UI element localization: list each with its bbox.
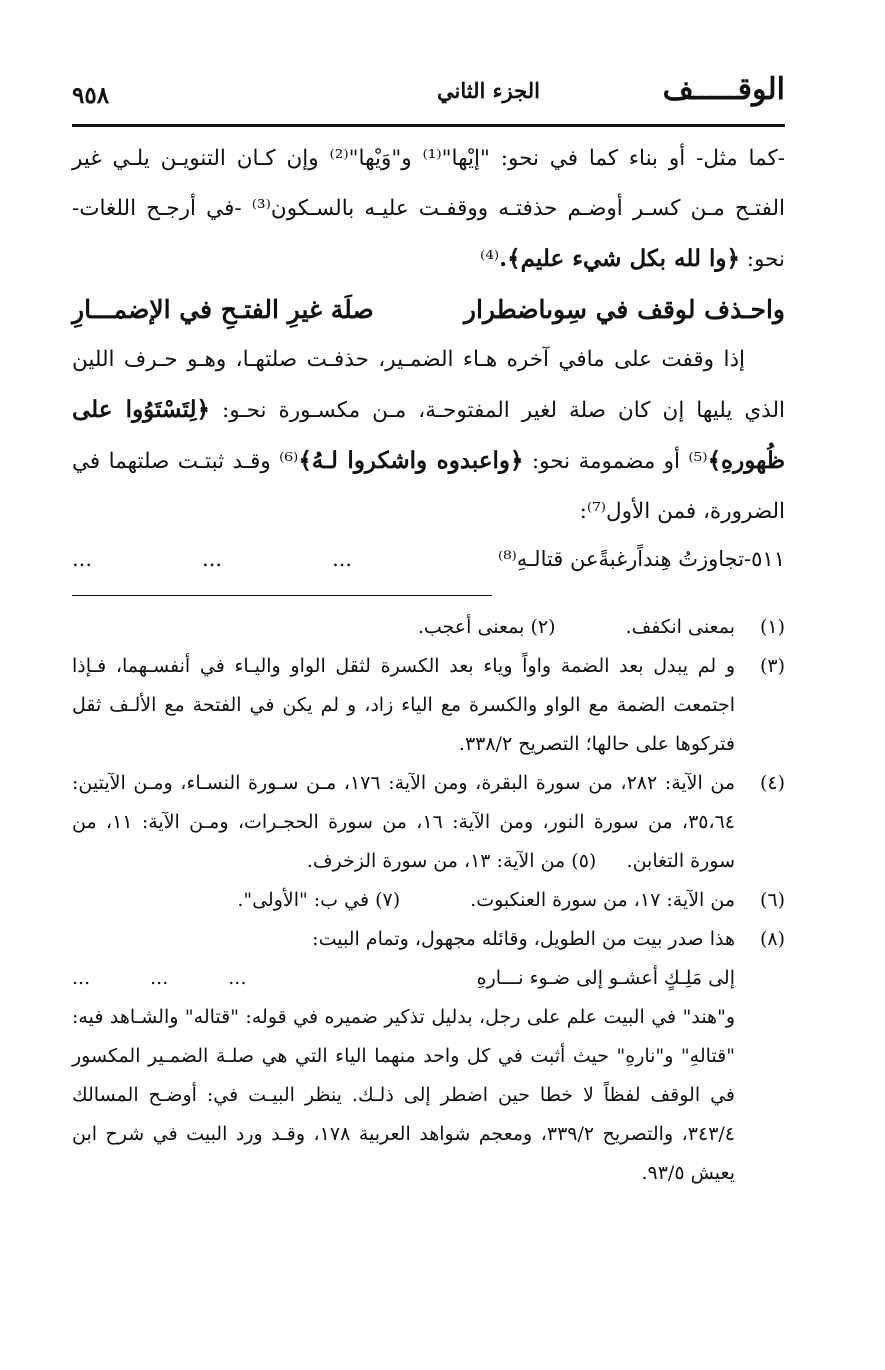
footnote-2-text: بمعنى أعجب. [417,616,525,638]
page-number: ٩٥٨ [72,82,110,109]
page-header [72,60,785,112]
header-rule [72,124,785,127]
footnote-mark-7: (٧) [375,889,401,911]
shahid-511-ellipses [72,537,352,581]
ellipsis: ... [150,967,169,989]
paragraph-1 [72,134,785,285]
footnote-7-text: في ب: "الأولى". [237,889,370,911]
paragraph-1-text: -كما مثل- أو بناء كما في نحو: "إيْها"⁽¹⁾ و"وَيْها"⁽²⁾ وإن كـان التنويـن يلـي غير الفتـح مـن كسـر أوضـم حذفتـه ووقفـت عليـه بالسـكون⁽³⁾ -في أرجـح اللغات- نحو: [72,146,785,272]
footnote-3 [72,647,785,764]
ellipsis: ... [72,967,91,989]
footnote-mark-5: (٥) [571,850,597,872]
chapter-title: الوقـــــف [662,72,785,107]
footnote-mark-6: (٦) [759,889,785,911]
footnote-8-continuation: و"هند" في البيت علم على رجل، بدليل تذكير ضميره في قوله: "قتاله" والشـاهد فيه: "قتالهِ" و"نارهِ" حيث أثبت في كل واحد منهما الياء التي هي صلـة الضمـير المكسور في الوقف لفظاً لا خطا حين اضطر إلى ذلـك. ينظر البيـت في: أوضـح المسالك ٣٤٣/٤، والتصريح ٣٣٩/٢، ومعجم شواهد العربية ١٧٨، وقـد ورد البيت في شرح ابن يعيش ٩٣/٥. [72,1006,736,1184]
ellipsis: ... [72,547,93,571]
footnote-6-7 [72,881,785,920]
footnote-mark-4: (٤) [759,772,785,794]
footnote-3-text: و لم يبدل بعد الضمة واواً وياء بعد الكسرة لثقل الواو واليـاء في أنفسـهما، فـإذا اجتمعت الضمة مع الواو والكسرة مع الياء زاد، و لم يكن في الفتحة مع الألـف ثقل فتركوها على حالها؛ التصريح ٣٣٨/٢. [72,655,735,755]
shahid-511 [72,537,785,581]
paragraph-2-text-b: ⁽⁵⁾ أو مضمومة نحو: [531,449,708,474]
footnote-8-verse [72,959,785,998]
paragraph-2-text-c: ⁽⁶⁾ وقـد ثبتـت صلتهما في الضرورة، فمن الأول⁽⁷⁾: [72,449,785,524]
paragraph-2 [72,335,785,537]
footnote-mark-3: (٣) [759,655,785,677]
book-page [72,60,785,1193]
footnote-mark-8: (٨) [759,928,785,950]
footnote-8-verse-text: إلى مَلِـكٍ أعشـو إلى ضـوء نـــارهِ [476,967,735,989]
verse-second-hemistich: صلَة غيرِ الفتـحِ في الإضمـــارِ [72,295,374,324]
main-text [72,134,785,581]
footnote-1-2 [72,608,785,647]
quran-quote-3: ﴿واعبدوه واشكروا لـهُ﴾ [298,447,524,474]
ellipsis: ... [202,547,223,571]
footnotes [72,608,785,1193]
ellipsis: ... [228,967,247,989]
footnote-1-text: بمعنى انكفف. [625,616,735,638]
footnote-8-ellipses [72,959,246,998]
footnote-5-text: من الآية: ١٣، من سورة الزخرف. [306,850,566,872]
quran-quote-1: ﴿وا لله بكل شيء عليم﴾. [499,245,740,272]
note-ref-4: ⁽⁴⁾ [479,247,500,272]
footnote-separator [72,595,492,596]
footnote-mark-1: (١) [759,616,785,638]
quran-quote-2: ﴿لِتَسْتَوُوا على ظُهورهِ﴾ [72,396,786,474]
alfiyya-verse [72,285,785,335]
verse-first-hemistich: واحـذف لوقف في سِوىاضطرار [463,295,785,324]
footnote-mark-2: (٢) [530,616,556,638]
ellipsis: ... [332,547,353,571]
footnote-6-text: من الآية: ١٧، من سورة العنكبوت. [470,889,735,911]
paragraph-2-text-a: إذا وقفت على مافي آخره هـاء الضمـير، حذفـت صلتهـا، وهـو حـرف اللين الذي يليها إن كان صلة لغير المفتوحـة، مـن مكسـورة نحـو: [72,347,785,423]
shahid-511-text: ٥١١-تجاوزتُ هِنداًرغبةًعن قتالـهِ⁽⁸⁾ [498,547,785,571]
footnote-4-5 [72,764,785,881]
footnote-8-text: هذا صدر بيت من الطويل، وقائله مجهول، وتمام البيت: [312,928,735,950]
footnote-8 [72,920,785,959]
footnote-4-text: من الآية: ٢٨٢، من سورة البقرة، ومن الآية: ١٧٦، مـن سـورة النسـاء، ومـن الآيتين: ٣٥،٦٤، من سورة النور، ومن الآية: ١٦، من سورة الحجـرات، ومـن الآية: ١١، من سورة التغابن. [72,772,736,872]
part-label: الجزء الثاني [437,78,540,103]
